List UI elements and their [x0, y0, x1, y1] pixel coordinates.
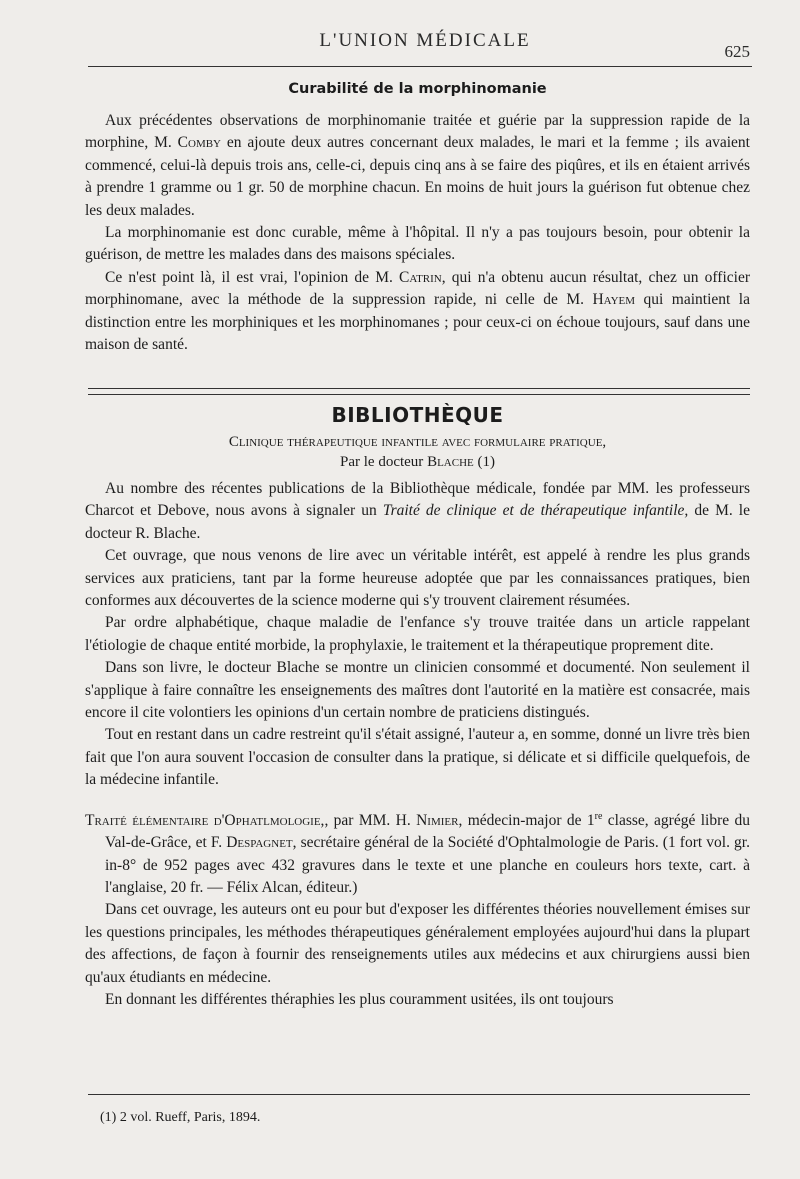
running-title: L'UNION MÉDICALE	[319, 30, 531, 51]
author-name: Catrin	[399, 268, 442, 286]
footnote-rule	[88, 1094, 750, 1095]
bibliotheque-section	[85, 402, 750, 1012]
running-head	[90, 30, 760, 60]
paragraph: Par ordre alphabétique, chaque maladie de l'enfance s'y trouve traitée dans un article rappelant l'étiologie de chaque entité morbide, la prophylaxie, le traitement et la thérapeutique proprement dite.	[85, 614, 750, 654]
morphinomanie-section	[85, 78, 750, 356]
book-citation: Traité élémentaire d'Ophatlmologie,, par MM. H. Nimier, médecin-major de 1re classe, agrégé libre du Val-de-Grâce, et F. Despagnet, secrétaire général de la Société d'Ophtalmologie de Paris. (1 fort vol. gr. in-8° de 952 pages avec 432 gravures dans le texte et une planche en couleurs hors texte, cart. à l'anglaise, 20 fr. — Félix Alcan, éditeur.)	[85, 810, 750, 897]
paragraph: Au nombre des récentes publications de la Bibliothèque médicale, fondée par MM. les professeurs Charcot et Debove, nous avons à signaler un Traité de clinique et de thérapeutique infantile, de M. le docteur R. Blache.	[85, 480, 750, 542]
paragraph: Dans son livre, le docteur Blache se montre un clinicien consommé et documenté. Non seulement il s'applique à faire connaître les enseignements des maîtres dont l'autorité en la matière est consacrée, mais encore il cite volontiers les opinions d'un certain nombre de praticiens distingués.	[85, 659, 750, 722]
book-author: Par le docteur Blache (1)	[340, 454, 495, 470]
footnote: (1) 2 vol. Rueff, Paris, 1894.	[100, 1110, 261, 1125]
paragraph: Dans cet ouvrage, les auteurs ont eu pour but d'exposer les différentes théories nouvellement émises sur les questions principales, les méthodes thérapeutiques généralement employées aujourd'hui dans la plupart des affections, de façon à fournir des renseignements utiles aux médecins et aux chirurgiens aussi bien qu'aux étudiants en médecine.	[85, 901, 750, 986]
paragraph: En donnant les différentes théraphies les plus couramment usitées, ils ont toujours	[105, 991, 614, 1009]
header-rule	[88, 66, 752, 67]
paragraph: Aux précédentes observations de morphinomanie traitée et guérie par la suppression rapide de la morphine, M. Comby en ajoute deux autres concernant deux malades, le mari et la femme ; ils avaient commencé, celui-là depuis trois ans, celle-ci, depuis cinq ans à se faire des piqûres, et ils en étaient arrivés à prendre 1 gramme ou 1 gr. 50 de morphine chacun. En moins de huit jours la guérison fut obtenue chez les deux malades.	[85, 112, 750, 219]
section-divider	[88, 388, 750, 395]
bibliotheque-heading: BIBLIOTHÈQUE	[331, 403, 504, 427]
author-name: Hayem	[592, 291, 636, 309]
author-name: Comby	[177, 134, 221, 152]
paragraph: Cet ouvrage, que nous venons de lire avec un véritable intérêt, est appelé à rendre les plus grands services aux praticiens, tant par la forme heureuse adoptée que par les connaissances pratiques, bien conformes aux découvertes de la science moderne qui s'y trouvent clairement résumées.	[85, 547, 750, 610]
paragraph: Ce n'est point là, il est vrai, l'opinion de M. Catrin, qui n'a obtenu aucun résultat, chez un officier morphinomane, avec la méthode de la suppression rapide, ni celle de M. Hayem qui maintient la distinction entre les morphiniques et les morphinomanes ; pour ceux-ci on échoue toujours, sauf dans une maison de santé.	[85, 268, 750, 354]
page-number: 625	[724, 42, 750, 61]
paragraph: Tout en restant dans un cadre restreint qu'il s'était assigné, l'auteur a, en somme, donné un livre très bien fait que l'on aura souvent l'occasion de consulter dans la pratique, si délicate et si difficile quelquefois, de la médecine infantile.	[85, 726, 750, 789]
paragraph: La morphinomanie est donc curable, même à l'hôpital. Il n'y a pas toujours besoin, pour obtenir la guérison, de mettre les malades dans des maisons spéciales.	[85, 224, 750, 264]
book-entry	[85, 806, 750, 900]
section-title: Curabilité de la morphinomanie	[288, 81, 547, 97]
book-title: Clinique thérapeutique infantile avec formulaire pratique,	[228, 434, 607, 450]
